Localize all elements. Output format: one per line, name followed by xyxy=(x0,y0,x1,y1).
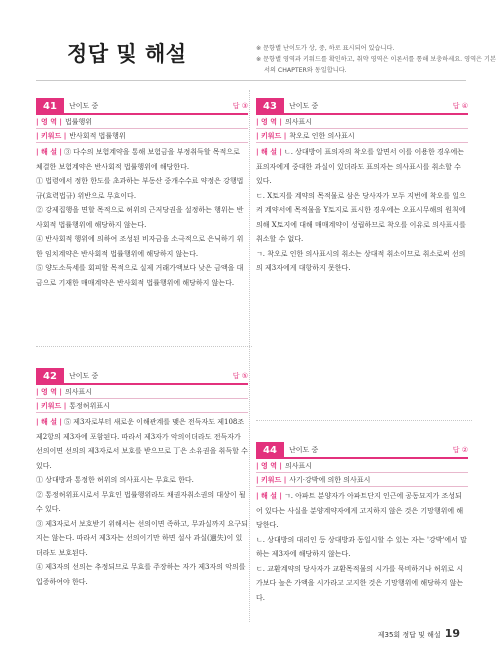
explanation-paragraph: ㄷ. 교환계약의 당사자가 교환목적물의 시가를 묵비하거나 허위로 시가보다 높은 가액을 시가라고 고지한 것은 기망행위에 해당하지 않는다. xyxy=(256,564,464,602)
difficulty-label: 난이도 중 xyxy=(69,372,99,380)
difficulty-label: 난이도 중 xyxy=(69,102,99,110)
keyword-row xyxy=(36,399,248,413)
question-header xyxy=(36,98,248,115)
page-footer xyxy=(378,627,460,640)
keyword-tag: | 키워드 | xyxy=(36,402,67,410)
question-header xyxy=(256,98,468,115)
explanation-paragraph: ㄴ. 상대방이 표의자의 착오를 알면서 이를 이용한 경우에는 표의자에게 중대한 과실이 있더라도 표의자는 의사표시를 취소할 수 있다. xyxy=(256,148,465,185)
keyword-row xyxy=(36,129,248,143)
keyword-value: 착오로 인한 의사표시 xyxy=(289,132,355,140)
row-divider xyxy=(36,346,252,347)
explanation-paragraph: ② 통정허위표시로서 무효인 법률행위라도 채권자취소권의 대상이 될 수 있다. xyxy=(36,490,246,513)
question-number: 44 xyxy=(256,442,284,459)
explanation-paragraph: ㄴ. 상대방의 대리인 등 상대방과 동일시할 수 있는 자는 '강박'에서 말하는 제3자에 해당하지 않는다. xyxy=(256,535,467,558)
explanation xyxy=(256,489,468,605)
keyword-row xyxy=(256,129,468,143)
keyword-tag: | 키워드 | xyxy=(36,132,67,140)
footer-label: 제35회 정답 및 해설 xyxy=(377,631,441,639)
explanation-paragraph: ⑤ 양도소득세를 회피할 목적으로 실제 거래가액보다 낮은 금액을 대금으로 기재한 매매계약은 반사회적 법률행위에 해당하지 않는다. xyxy=(36,264,244,287)
page-title: 정답 및 해설 xyxy=(67,42,187,66)
keyword-row xyxy=(256,473,468,487)
answer-label: 답 ③ xyxy=(232,102,248,110)
area-tag: | 영 역 | xyxy=(256,462,282,470)
explanation-paragraph: ③ 제3자로서 보호받기 위해서는 선의이면 족하고, 무과실까지 요구되지는 않는다. 따라서 제3자는 선의이기만 하면 설사 과실(過失)이 있더라도 보호된다. xyxy=(36,519,248,557)
explanation-paragraph: ㄷ. X토지를 계약의 목적물로 삼은 당사자가 모두 지번에 착오를 일으켜 계약서에 목적물을 Y토지로 표시한 경우에는 오표시무해의 원칙에 의해 X토지에 대해 매매계약이 성립하므로 착오를 이유로 의사표시를 취소할 수 없다. xyxy=(256,191,466,243)
explanation xyxy=(256,145,468,276)
area-tag: | 영 역 | xyxy=(36,388,62,396)
answer-label: 답 ② xyxy=(452,446,468,454)
explanation-tag: | 해 설 | xyxy=(36,418,62,426)
area-row xyxy=(36,385,248,399)
question-header xyxy=(256,442,468,459)
explanation-paragraph: ① 상대방과 통정한 허위의 의사표시는 무효로 한다. xyxy=(36,476,194,484)
page-number: 19 xyxy=(444,627,460,640)
area-row xyxy=(256,459,468,473)
area-tag: | 영 역 | xyxy=(36,118,62,126)
keyword-value: 통정허위표시 xyxy=(69,402,110,410)
question-44 xyxy=(256,442,468,605)
answer-label: 답 ④ xyxy=(452,102,468,110)
area-value: 의사표시 xyxy=(284,118,313,126)
explanation xyxy=(36,415,248,589)
explanation xyxy=(36,145,248,290)
row-divider xyxy=(256,420,472,421)
header-notes xyxy=(256,43,496,76)
question-43 xyxy=(256,98,468,276)
area-row xyxy=(256,115,468,129)
explanation-tag: | 해 설 | xyxy=(256,148,282,156)
explanation-tag: | 해 설 | xyxy=(36,148,62,156)
answer-label: 답 ⑤ xyxy=(232,372,248,380)
keyword-value: 사기·강박에 의한 의사표시 xyxy=(289,476,371,484)
header-note: ※ 문항별 난이도가 상, 중, 하로 표시되어 있습니다. xyxy=(256,45,395,52)
explanation-paragraph: ㄱ. 착오로 인한 의사표시의 취소는 상대적 취소이므로 취소로써 선의의 제3자에게 대항하지 못한다. xyxy=(256,249,466,272)
question-number: 42 xyxy=(36,368,64,385)
question-header xyxy=(36,368,248,385)
explanation-paragraph: ③ 다수의 보험계약을 통해 보험금을 부정취득할 목적으로 체결한 보험계약은 반사회적 법률행위에 해당한다. xyxy=(36,148,240,171)
difficulty-label: 난이도 중 xyxy=(289,102,319,110)
page-header xyxy=(0,0,500,95)
area-tag: | 영 역 | xyxy=(256,118,282,126)
question-number: 43 xyxy=(256,98,284,115)
difficulty-label: 난이도 중 xyxy=(289,446,319,454)
header-divider xyxy=(36,80,466,81)
area-value: 법률행위 xyxy=(64,118,93,126)
explanation-paragraph: ④ 반사회적 행위에 의하여 조성된 비자금을 소극적으로 은닉하기 위한 임치계약은 반사회적 법률행위에 해당하지 않는다. xyxy=(36,235,244,258)
explanation-paragraph: ② 강제집행을 면할 목적으로 허위의 근저당권을 설정하는 행위는 반사회적 법률행위에 해당하지 않는다. xyxy=(36,206,244,229)
keyword-tag: | 키워드 | xyxy=(256,132,287,140)
question-41 xyxy=(36,98,248,290)
explanation-paragraph: ⑤ 제3자로부터 새로운 이해관계를 맺은 전득자도 제108조 제2항의 제3자에 포함된다. 따라서 제3자가 악의이더라도 전득자가 선의이면 선의의 제3자로서 보호를 받으므로 丁은 소유권을 취득할 수 있다. xyxy=(36,418,248,470)
column-divider xyxy=(249,90,250,622)
header-note: ※ 문항별 영역과 키워드를 확인하고, 취약 영역은 이론서를 통해 보충하세요. 영역은 기본서의 CHAPTER와 동일합니다. xyxy=(256,56,496,74)
explanation-paragraph: ④ 제3자의 선의는 추정되므로 무효를 주장하는 자가 제3자의 악의를 입증하여야 한다. xyxy=(36,563,246,586)
area-value: 의사표시 xyxy=(64,388,93,396)
question-number: 41 xyxy=(36,98,64,115)
area-value: 의사표시 xyxy=(284,462,313,470)
keyword-tag: | 키워드 | xyxy=(256,476,287,484)
area-row xyxy=(36,115,248,129)
explanation-paragraph: ① 법령에서 정한 한도를 초과하는 부동산 중개수수료 약정은 강행법규(효력법규) 위반으로 무효이다. xyxy=(36,177,244,200)
explanation-tag: | 해 설 | xyxy=(256,492,282,500)
explanation-paragraph: ㄱ. 아파트 분양자가 아파트단지 인근에 공동묘지가 조성되어 있다는 사실을 분양계약자에게 고지하지 않은 것은 기망행위에 해당한다. xyxy=(256,492,464,529)
question-42 xyxy=(36,368,248,589)
keyword-value: 반사회적 법률행위 xyxy=(69,132,126,140)
